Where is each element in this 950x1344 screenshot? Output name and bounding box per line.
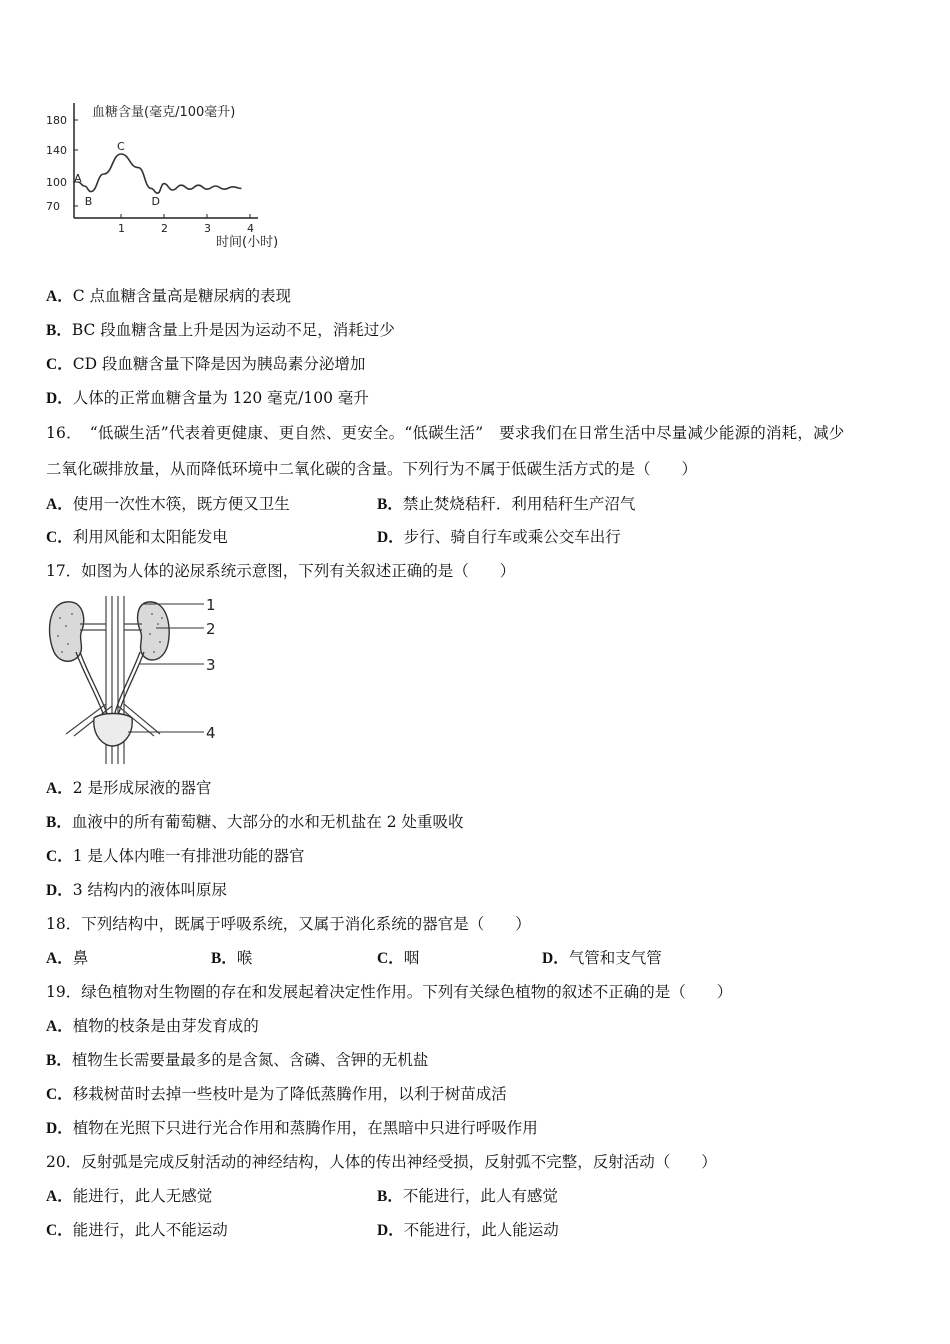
option-text: 植物的枝条是由芽发育成的 [72, 1017, 259, 1035]
chart-ylabel: 血糖含量(毫克/100毫升) [92, 105, 236, 120]
option-letter: B． [46, 814, 72, 831]
point-label-b: B [84, 195, 93, 209]
option-text: C 点血糖含量高是糖尿病的表现 [72, 287, 291, 305]
option-text: 使用一次性木筷，既方便又卫生 [72, 495, 290, 513]
option-letter: D． [46, 390, 73, 407]
y-tick-label: 70 [46, 200, 60, 213]
q15-option-a[interactable] [46, 286, 291, 307]
x-ticks [118, 214, 254, 235]
q16-stem-line2: 二氧化碳排放量，从而降低环境中二氧化碳的含量。下列行为不属于低碳生活方式的是（ ） [46, 460, 698, 478]
option-letter: D． [377, 1222, 404, 1239]
option-text: 步行、骑自行车或乘公交车出行 [403, 528, 621, 546]
option-text: 不能进行，此人能运动 [403, 1221, 559, 1239]
q17-option-a[interactable] [46, 778, 212, 799]
q15-option-b[interactable] [46, 320, 395, 341]
urinary-system-diagram [44, 594, 234, 764]
option-letter: D． [377, 529, 404, 546]
q16-option-d[interactable] [377, 527, 621, 548]
option-letter: A． [46, 1018, 73, 1035]
q16-option-c[interactable] [46, 527, 228, 548]
q16-option-b[interactable] [377, 494, 635, 515]
point-label-a: A [74, 172, 82, 185]
option-letter: A． [46, 288, 73, 305]
figure-label-1: 1 [206, 596, 216, 614]
point-labels [74, 140, 160, 208]
option-letter: B． [46, 322, 72, 339]
option-text: 鼻 [72, 949, 89, 967]
x-tick-label: 3 [204, 222, 211, 235]
q16-option-a[interactable] [46, 494, 290, 515]
option-text: 移栽树苗时去掉一些枝叶是为了降低蒸腾作用，以利于树苗成活 [72, 1085, 507, 1103]
x-tick-label: 1 [118, 222, 125, 235]
option-text: 能进行，此人无感觉 [72, 1187, 213, 1205]
option-text: 禁止焚烧秸秆．利用秸秆生产沼气 [402, 495, 636, 513]
option-letter: A． [46, 1188, 73, 1205]
option-letter: C． [46, 356, 73, 373]
option-text: 3 结构内的液体叫原尿 [72, 881, 227, 899]
q15-option-c[interactable] [46, 354, 365, 375]
renal-vessels [80, 624, 142, 630]
q17-option-d[interactable] [46, 880, 227, 901]
option-letter: B． [211, 950, 237, 967]
q20-option-d[interactable] [377, 1220, 559, 1241]
option-letter: A． [46, 496, 73, 513]
q20-option-b[interactable] [377, 1186, 558, 1207]
option-letter: A． [46, 950, 73, 967]
q20-option-a[interactable] [46, 1186, 212, 1207]
option-text: 植物在光照下只进行光合作用和蒸腾作用，在黑暗中只进行呼吸作用 [72, 1119, 538, 1137]
x-tick-label: 4 [247, 222, 254, 235]
x-tick-label: 2 [161, 222, 168, 235]
q20-stem: 20．反射弧是完成反射活动的神经结构，人体的传出神经受损，反射弧不完整，反射活动（ ） [46, 1153, 717, 1171]
bladder [94, 714, 132, 747]
chart-xlabel: 时间(小时) [216, 235, 279, 250]
point-label-d: D [151, 195, 161, 209]
option-letter: B． [377, 1188, 403, 1205]
option-text: BC 段血糖含量上升是因为运动不足，消耗过少 [71, 321, 395, 339]
left-kidney [50, 602, 84, 661]
option-letter: C． [46, 1086, 73, 1103]
figure-label-4: 4 [206, 724, 216, 742]
q15-option-d[interactable] [46, 388, 369, 409]
option-letter: C． [46, 848, 73, 865]
option-text: 喉 [236, 949, 253, 967]
option-text: 1 是人体内唯一有排泄功能的器官 [72, 847, 305, 865]
q17-option-c[interactable] [46, 846, 305, 867]
option-text: 不能进行，此人有感觉 [402, 1187, 558, 1205]
q19-option-c[interactable] [46, 1084, 507, 1105]
option-text: 血液中的所有葡萄糖、大部分的水和无机盐在 2 处重吸收 [71, 813, 464, 831]
option-text: 咽 [403, 949, 420, 967]
q18-option-c[interactable] [377, 948, 419, 969]
y-ticks [46, 114, 78, 213]
point-label-c: C [117, 140, 125, 153]
y-tick-label: 100 [46, 176, 67, 189]
q18-stem: 18．下列结构中，既属于呼吸系统，又属于消化系统的器官是（ ） [46, 915, 531, 933]
blood-glucose-chart [40, 98, 310, 258]
option-text: 气管和支气管 [568, 949, 662, 967]
option-letter: D． [542, 950, 569, 967]
y-tick-label: 180 [46, 114, 67, 127]
figure-label-3: 3 [206, 656, 216, 674]
q16-stem-line1: 16． “低碳生活”代表着更健康、更自然、更安全。“低碳生活” 要求我们在日常生活中尽量减少能源的消耗，减少 [46, 424, 845, 442]
option-letter: B． [377, 496, 403, 513]
q18-option-b[interactable] [211, 948, 252, 969]
option-letter: D． [46, 882, 73, 899]
option-letter: A． [46, 780, 73, 797]
q19-option-b[interactable] [46, 1050, 428, 1071]
q20-option-c[interactable] [46, 1220, 228, 1241]
option-text: 2 是形成尿液的器官 [72, 779, 212, 797]
q17-stem: 17．如图为人体的泌尿系统示意图，下列有关叙述正确的是（ ） [46, 562, 516, 580]
option-letter: B． [46, 1052, 72, 1069]
q18-option-d[interactable] [542, 948, 662, 969]
option-letter: C． [46, 529, 73, 546]
figure-label-2: 2 [206, 620, 216, 638]
option-text: 能进行，此人不能运动 [72, 1221, 228, 1239]
option-text: CD 段血糖含量下降是因为胰岛素分泌增加 [72, 355, 366, 373]
q19-option-d[interactable] [46, 1118, 538, 1139]
option-text: 植物生长需要量最多的是含氮、含磷、含钾的无机盐 [71, 1051, 429, 1069]
option-text: 人体的正常血糖含量为 120 毫克/100 毫升 [72, 389, 369, 407]
q19-stem: 19．绿色植物对生物圈的存在和发展起着决定性作用。下列有关绿色植物的叙述不正确的是（ ） [46, 983, 733, 1001]
y-tick-label: 140 [46, 144, 67, 157]
q17-option-b[interactable] [46, 812, 464, 833]
series-line-glucose [78, 154, 241, 193]
q19-option-a[interactable] [46, 1016, 259, 1037]
q18-option-a[interactable] [46, 948, 88, 969]
option-letter: C． [46, 1222, 73, 1239]
option-letter: D． [46, 1120, 73, 1137]
option-letter: C． [377, 950, 404, 967]
option-text: 利用风能和太阳能发电 [72, 528, 228, 546]
